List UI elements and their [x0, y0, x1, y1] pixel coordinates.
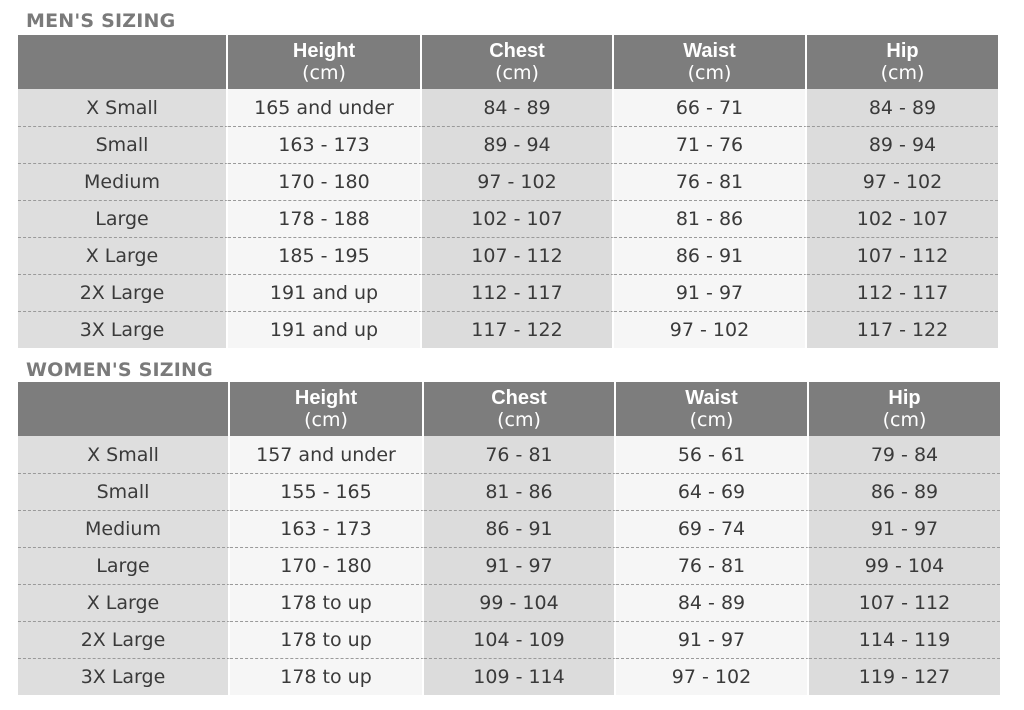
- hip-column-header: [809, 382, 1000, 436]
- header-name: Hip: [886, 40, 919, 62]
- chest-cell: 109 - 114: [424, 659, 616, 695]
- size-cell: Medium: [18, 511, 230, 548]
- height-cell: 191 and up: [228, 275, 422, 312]
- waist-column-header: [616, 382, 809, 436]
- size-cell: Small: [18, 474, 230, 511]
- table-row: [18, 201, 998, 238]
- height-cell: 155 - 165: [230, 474, 424, 511]
- size-cell: Medium: [18, 164, 228, 201]
- hip-cell: 114 - 119: [809, 622, 1000, 659]
- header-unit: (cm): [882, 409, 927, 431]
- mens-sizing-title: MEN'S SIZING: [26, 10, 176, 32]
- table-row: [18, 238, 998, 275]
- height-cell: 165 and under: [228, 89, 422, 127]
- height-cell: 178 to up: [230, 622, 424, 659]
- chest-cell: 107 - 112: [422, 238, 614, 275]
- header-name: Chest: [489, 40, 545, 62]
- height-cell: 163 - 173: [228, 127, 422, 164]
- table-row: [18, 585, 1000, 622]
- chest-cell: 112 - 117: [422, 275, 614, 312]
- chest-cell: 104 - 109: [424, 622, 616, 659]
- table-header-row: [18, 382, 1000, 436]
- waist-cell: 86 - 91: [614, 238, 807, 275]
- table-row: [18, 659, 1000, 695]
- height-cell: 178 to up: [230, 585, 424, 622]
- table-row: [18, 164, 998, 201]
- size-cell: 2X Large: [18, 622, 230, 659]
- height-column-header: [228, 35, 422, 89]
- size-cell: Small: [18, 127, 228, 164]
- chest-column-header: [422, 35, 614, 89]
- table-row: [18, 436, 1000, 474]
- waist-cell: 69 - 74: [616, 511, 809, 548]
- height-cell: 157 and under: [230, 436, 424, 474]
- waist-cell: 66 - 71: [614, 89, 807, 127]
- table-row: [18, 548, 1000, 585]
- size-cell: Large: [18, 201, 228, 238]
- header-unit: (cm): [304, 409, 348, 431]
- header-unit: (cm): [687, 62, 732, 84]
- size-cell: X Large: [18, 585, 230, 622]
- hip-cell: 119 - 127: [809, 659, 1000, 695]
- header-unit: (cm): [495, 62, 539, 84]
- waist-cell: 84 - 89: [616, 585, 809, 622]
- waist-cell: 64 - 69: [616, 474, 809, 511]
- header-unit: (cm): [689, 409, 734, 431]
- hip-cell: 91 - 97: [809, 511, 1000, 548]
- height-cell: 178 - 188: [228, 201, 422, 238]
- waist-cell: 81 - 86: [614, 201, 807, 238]
- waist-cell: 91 - 97: [614, 275, 807, 312]
- size-column-header: [18, 382, 230, 436]
- chest-column-header: [424, 382, 616, 436]
- hip-cell: 107 - 112: [809, 585, 1000, 622]
- hip-cell: 97 - 102: [807, 164, 998, 201]
- header-unit: (cm): [497, 409, 541, 431]
- chest-cell: 84 - 89: [422, 89, 614, 127]
- header-name: Hip: [888, 387, 921, 409]
- size-cell: X Large: [18, 238, 228, 275]
- header-unit: (cm): [880, 62, 925, 84]
- header-name: Waist: [685, 387, 738, 409]
- chest-cell: 76 - 81: [424, 436, 616, 474]
- size-cell: X Small: [18, 89, 228, 127]
- header-name: Height: [292, 40, 356, 62]
- table-row: [18, 89, 998, 127]
- table-row: [18, 474, 1000, 511]
- womens-sizing-title: WOMEN'S SIZING: [26, 359, 213, 381]
- height-cell: 170 - 180: [230, 548, 424, 585]
- size-cell: 3X Large: [18, 659, 230, 695]
- waist-cell: 97 - 102: [614, 312, 807, 348]
- hip-column-header: [807, 35, 998, 89]
- hip-cell: 99 - 104: [809, 548, 1000, 585]
- hip-cell: 86 - 89: [809, 474, 1000, 511]
- chest-cell: 102 - 107: [422, 201, 614, 238]
- chest-cell: 89 - 94: [422, 127, 614, 164]
- chest-cell: 99 - 104: [424, 585, 616, 622]
- mens-sizing-table: [18, 35, 998, 348]
- size-cell: X Small: [18, 436, 230, 474]
- waist-cell: 71 - 76: [614, 127, 807, 164]
- height-cell: 191 and up: [228, 312, 422, 348]
- hip-cell: 117 - 122: [807, 312, 998, 348]
- size-cell: Large: [18, 548, 230, 585]
- header-name: Chest: [491, 387, 547, 409]
- header-name: Waist: [683, 40, 736, 62]
- height-cell: 185 - 195: [228, 238, 422, 275]
- table-row: [18, 622, 1000, 659]
- waist-cell: 76 - 81: [616, 548, 809, 585]
- height-cell: 163 - 173: [230, 511, 424, 548]
- size-cell: 2X Large: [18, 275, 228, 312]
- height-column-header: [230, 382, 424, 436]
- size-column-header: [18, 35, 228, 89]
- hip-cell: 102 - 107: [807, 201, 998, 238]
- table-row: [18, 127, 998, 164]
- chest-cell: 86 - 91: [424, 511, 616, 548]
- header-unit: (cm): [302, 62, 346, 84]
- size-cell: 3X Large: [18, 312, 228, 348]
- table-row: [18, 275, 998, 312]
- table-row: [18, 511, 1000, 548]
- womens-sizing-table: [18, 382, 1000, 695]
- waist-cell: 56 - 61: [616, 436, 809, 474]
- hip-cell: 107 - 112: [807, 238, 998, 275]
- table-row: [18, 312, 998, 348]
- header-name: Height: [294, 387, 358, 409]
- waist-cell: 76 - 81: [614, 164, 807, 201]
- hip-cell: 84 - 89: [807, 89, 998, 127]
- chest-cell: 117 - 122: [422, 312, 614, 348]
- table-header-row: [18, 35, 998, 89]
- waist-cell: 91 - 97: [616, 622, 809, 659]
- waist-cell: 97 - 102: [616, 659, 809, 695]
- chest-cell: 97 - 102: [422, 164, 614, 201]
- height-cell: 178 to up: [230, 659, 424, 695]
- chest-cell: 91 - 97: [424, 548, 616, 585]
- hip-cell: 112 - 117: [807, 275, 998, 312]
- hip-cell: 79 - 84: [809, 436, 1000, 474]
- hip-cell: 89 - 94: [807, 127, 998, 164]
- waist-column-header: [614, 35, 807, 89]
- chest-cell: 81 - 86: [424, 474, 616, 511]
- height-cell: 170 - 180: [228, 164, 422, 201]
